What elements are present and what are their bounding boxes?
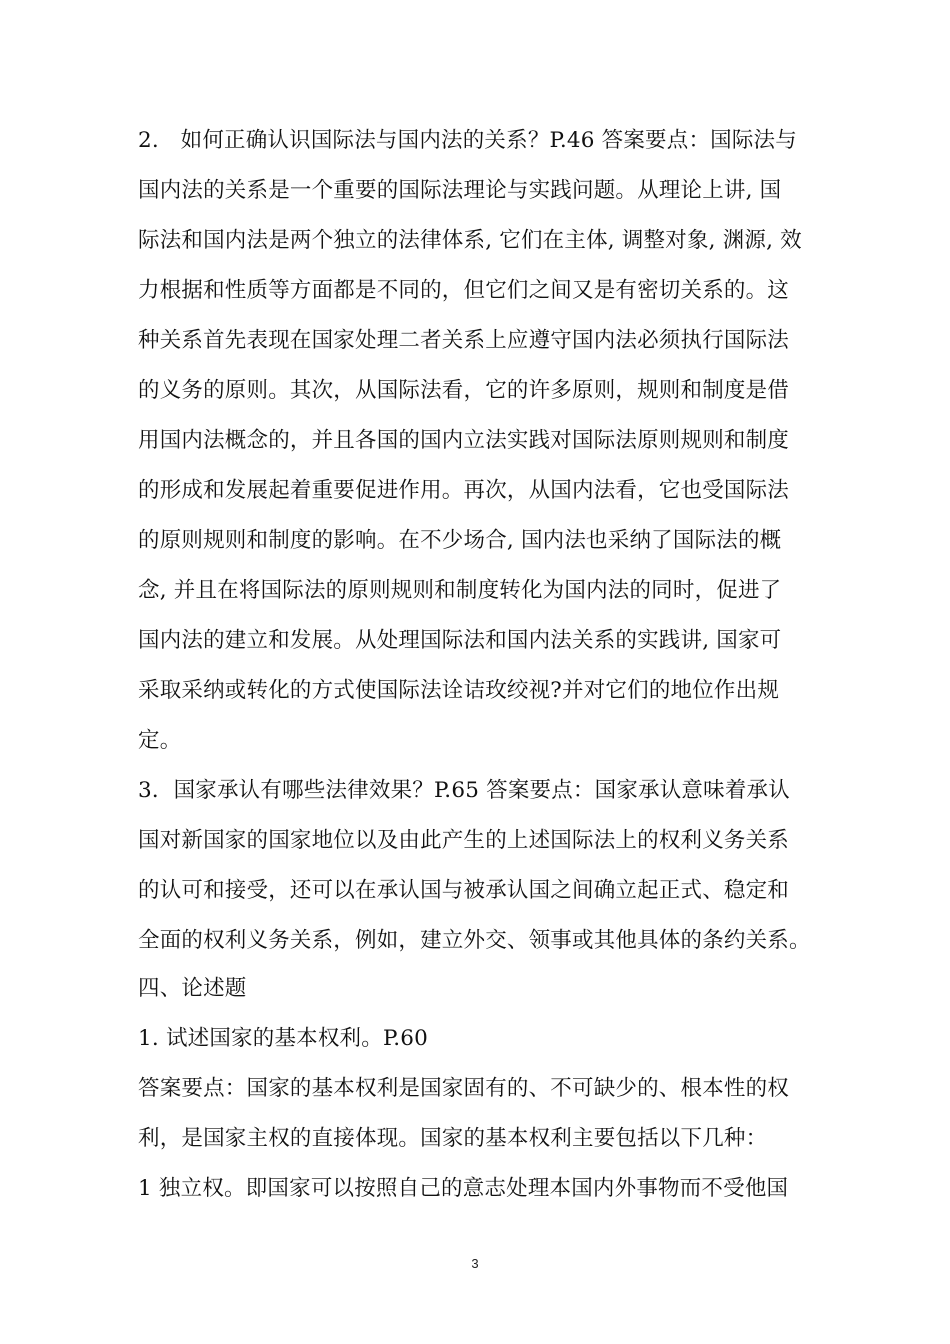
text-line: 种关系首先表现在国家处理二者关系上应遵守国内法必须执行国际法 <box>138 328 790 353</box>
text-line: 的形成和发展起着重要促进作用。再次，从国内法看，它也受国际法 <box>138 478 790 503</box>
text-line: 利，是国家主权的直接体现。国家的基本权利主要包括以下几种： <box>138 1126 768 1151</box>
text-line: 念, 并且在将国际法的原则规则和制度转化为国内法的同时，促进了 <box>138 578 782 603</box>
text-line: 际法和国内法是两个独立的法律体系, 它们在主体, 调整对象, 渊源, 效 <box>138 228 802 253</box>
text-line: 力根据和性质等方面都是不同的，但它们之间又是有密切关系的。这 <box>138 278 790 303</box>
text-line: 1 独立权。即国家可以按照自己的意志处理本国内外事物而不受他国 <box>138 1176 789 1201</box>
text-line: 的义务的原则。其次，从国际法看，它的许多原则，规则和制度是借 <box>138 378 790 403</box>
page-number: 3 <box>471 1256 479 1271</box>
text-line: 国对新国家的国家地位以及由此产生的上述国际法上的权利义务关系 <box>138 828 790 853</box>
section-heading: 四、论述题 <box>138 976 247 1001</box>
text-line: 的原则规则和制度的影响。在不少场合, 国内法也采纳了国际法的概 <box>138 528 782 553</box>
text-line: 用国内法概念的，并且各国的国内立法实践对国际法原则规则和制度 <box>138 428 790 453</box>
text-line: 定。 <box>138 728 182 753</box>
text-line: 国内法的关系是一个重要的国际法理论与实践问题。从理论上讲, 国 <box>138 178 782 203</box>
question-heading: 3．国家承认有哪些法律效果？P.65 答案要点：国家承认意味着承认 <box>138 778 790 803</box>
text-line: 的认可和接受，还可以在承认国与被承认国之间确立起正式、稳定和 <box>138 878 790 903</box>
question-heading: 1. 试述国家的基本权利。P.60 <box>138 1026 429 1051</box>
text-line: 2. 如何正确认识国际法与国内法的关系？P.46 答案要点：国际法与 <box>138 128 797 153</box>
text-line: 采取采纳或转化的方式使国际法诠诘玫绞视?并对它们的地位作出规 <box>138 678 780 703</box>
text-line: 国内法的建立和发展。从处理国际法和国内法关系的实践讲, 国家可 <box>138 628 782 653</box>
text-line: 答案要点：国家的基本权利是国家固有的、不可缺少的、根本性的权 <box>138 1076 790 1101</box>
text-line: 全面的权利义务关系，例如，建立外交、领事或其他具体的条约关系。 <box>138 928 811 953</box>
